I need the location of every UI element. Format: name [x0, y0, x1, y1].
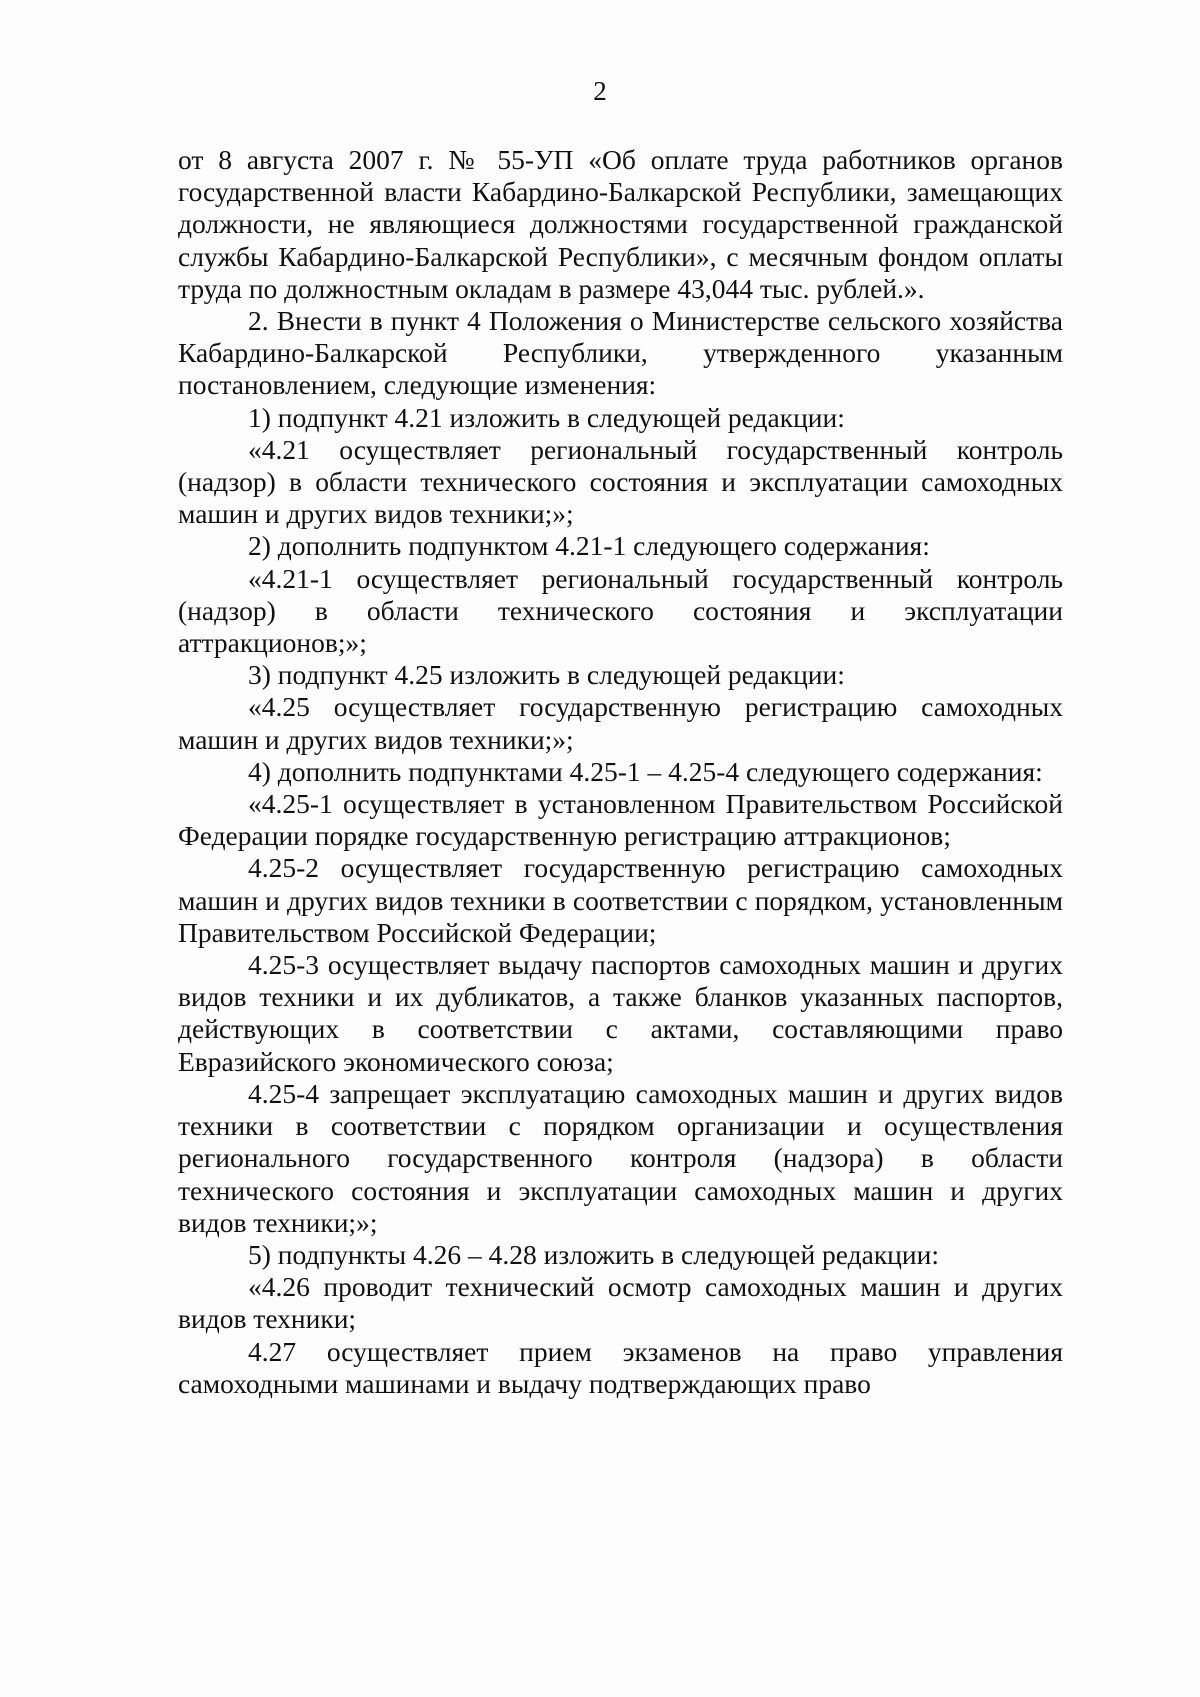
paragraph: 4) дополнить подпунктами 4.25-1 – 4.25-4 следующего содержания:: [248, 755, 1043, 787]
document-body: [178, 144, 1063, 1400]
paragraph: 2) дополнить подпунктом 4.21-1 следующего содержания:: [248, 530, 930, 562]
paragraph: 4.25-2 осуществляет государственную регистрацию самоходных машин и других видов техники в соответствии с порядком, установленным Правительством Российской Федерации;: [178, 852, 1063, 948]
paragraph: «4.21 осуществляет региональный государственный контроль (надзор) в области технического состояния и эксплуатации самоходных машин и других видов техники;»;: [178, 433, 1063, 530]
paragraph: 4.25-3 осуществляет выдачу паспортов самоходных машин и других видов техники и их дубликатов, а также бланков указанных паспортов, действующих в соответствии с актами, составляющими право Евразийского экономического союза;: [178, 949, 1063, 1077]
paragraph: «4.25 осуществляет государственную регистрацию самоходных машин и других видов техники;»;: [178, 691, 1063, 755]
paragraph: «4.26 проводит технический осмотр самоходных машин и других видов техники;: [178, 1271, 1063, 1335]
paragraph: 4.27 осуществляет прием экзаменов на право управления самоходными машинами и выдачу подтверждающих право: [178, 1335, 1063, 1399]
paragraph: «4.21-1 осуществляет региональный государственный контроль (надзор) в области технического состояния и эксплуатации аттракционов;»;: [178, 562, 1063, 659]
page-number: 2: [593, 76, 607, 106]
paragraph: от 8 августа 2007 г. № 55-УП «Об оплате труда работников органов государственной власти Кабардино-Балкарской Республики, замещающих должности, не являющиеся должностями государственной гражданской службы Кабардино-Балкарской Республики», с месячным фондом оплаты труда по должностным окладам в размере 43,044 тыс. рублей.».: [178, 144, 1063, 304]
paragraph: 1) подпункт 4.21 изложить в следующей редакции:: [248, 401, 845, 433]
paragraph: 4.25-4 запрещает эксплуатацию самоходных машин и других видов техники в соответствии с порядком организации и осуществления регионального государственного контроля (надзора) в области технического состояния и эксплуатации самоходных машин и других видов техники;»;: [178, 1077, 1063, 1238]
paragraph: «4.25-1 осуществляет в установленном Правительством Российской Федерации порядке государственную регистрацию аттракционов;: [178, 788, 1063, 852]
paragraph: 2. Внести в пункт 4 Положения о Министерстве сельского хозяйства Кабардино-Балкарской Республики, утвержденного указанным постановлением, следующие изменения:: [178, 305, 1063, 401]
paragraph: 3) подпункт 4.25 изложить в следующей редакции:: [248, 659, 845, 691]
paragraph: 5) подпункты 4.26 – 4.28 изложить в следующей редакции:: [248, 1238, 939, 1270]
